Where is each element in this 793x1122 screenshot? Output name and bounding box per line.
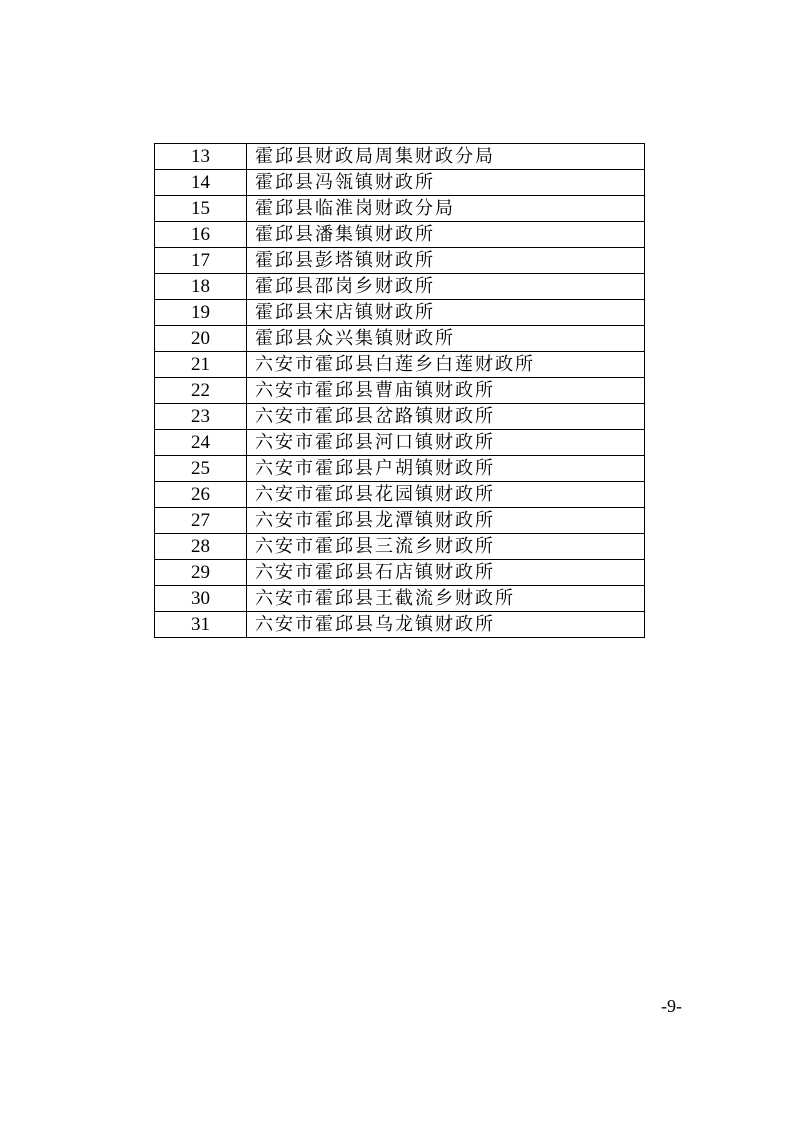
institution-name: 霍邱县潘集镇财政所 xyxy=(247,222,645,248)
row-number: 18 xyxy=(155,274,247,300)
table-row xyxy=(155,196,645,222)
row-number: 29 xyxy=(155,560,247,586)
table-row xyxy=(155,586,645,612)
institution-name: 霍邱县冯瓴镇财政所 xyxy=(247,170,645,196)
table-row xyxy=(155,508,645,534)
institution-name: 六安市霍邱县河口镇财政所 xyxy=(247,430,645,456)
table-row xyxy=(155,170,645,196)
table-row xyxy=(155,430,645,456)
row-number: 26 xyxy=(155,482,247,508)
row-number: 19 xyxy=(155,300,247,326)
table-row xyxy=(155,534,645,560)
table-row xyxy=(155,352,645,378)
institution-name: 六安市霍邱县花园镇财政所 xyxy=(247,482,645,508)
table-row xyxy=(155,144,645,170)
table-row xyxy=(155,326,645,352)
row-number: 21 xyxy=(155,352,247,378)
table-row xyxy=(155,612,645,638)
institution-name: 六安市霍邱县白莲乡白莲财政所 xyxy=(247,352,645,378)
institution-name: 六安市霍邱县王截流乡财政所 xyxy=(247,586,645,612)
table-row xyxy=(155,482,645,508)
row-number: 24 xyxy=(155,430,247,456)
institution-name: 霍邱县众兴集镇财政所 xyxy=(247,326,645,352)
table-row xyxy=(155,378,645,404)
institution-name: 霍邱县财政局周集财政分局 xyxy=(247,144,645,170)
row-number: 14 xyxy=(155,170,247,196)
institution-name: 六安市霍邱县龙潭镇财政所 xyxy=(247,508,645,534)
table-row xyxy=(155,456,645,482)
institution-name: 霍邱县临淮岗财政分局 xyxy=(247,196,645,222)
table-row xyxy=(155,300,645,326)
institution-name: 霍邱县邵岗乡财政所 xyxy=(247,274,645,300)
row-number: 15 xyxy=(155,196,247,222)
page-number: -9- xyxy=(661,996,682,1016)
table-row xyxy=(155,222,645,248)
institution-name: 六安市霍邱县乌龙镇财政所 xyxy=(247,612,645,638)
row-number: 31 xyxy=(155,612,247,638)
table-row xyxy=(155,404,645,430)
institution-name: 六安市霍邱县岔路镇财政所 xyxy=(247,404,645,430)
institution-name: 六安市霍邱县石店镇财政所 xyxy=(247,560,645,586)
institution-name: 六安市霍邱县户胡镇财政所 xyxy=(247,456,645,482)
institution-table-body xyxy=(155,144,645,638)
row-number: 13 xyxy=(155,144,247,170)
row-number: 25 xyxy=(155,456,247,482)
row-number: 27 xyxy=(155,508,247,534)
institution-name: 六安市霍邱县曹庙镇财政所 xyxy=(247,378,645,404)
institution-name: 六安市霍邱县三流乡财政所 xyxy=(247,534,645,560)
table-row xyxy=(155,248,645,274)
row-number: 30 xyxy=(155,586,247,612)
institution-name: 霍邱县彭塔镇财政所 xyxy=(247,248,645,274)
row-number: 28 xyxy=(155,534,247,560)
institution-name: 霍邱县宋店镇财政所 xyxy=(247,300,645,326)
institution-table xyxy=(154,143,645,638)
row-number: 20 xyxy=(155,326,247,352)
row-number: 23 xyxy=(155,404,247,430)
table-row xyxy=(155,560,645,586)
row-number: 17 xyxy=(155,248,247,274)
row-number: 16 xyxy=(155,222,247,248)
table-row xyxy=(155,274,645,300)
row-number: 22 xyxy=(155,378,247,404)
